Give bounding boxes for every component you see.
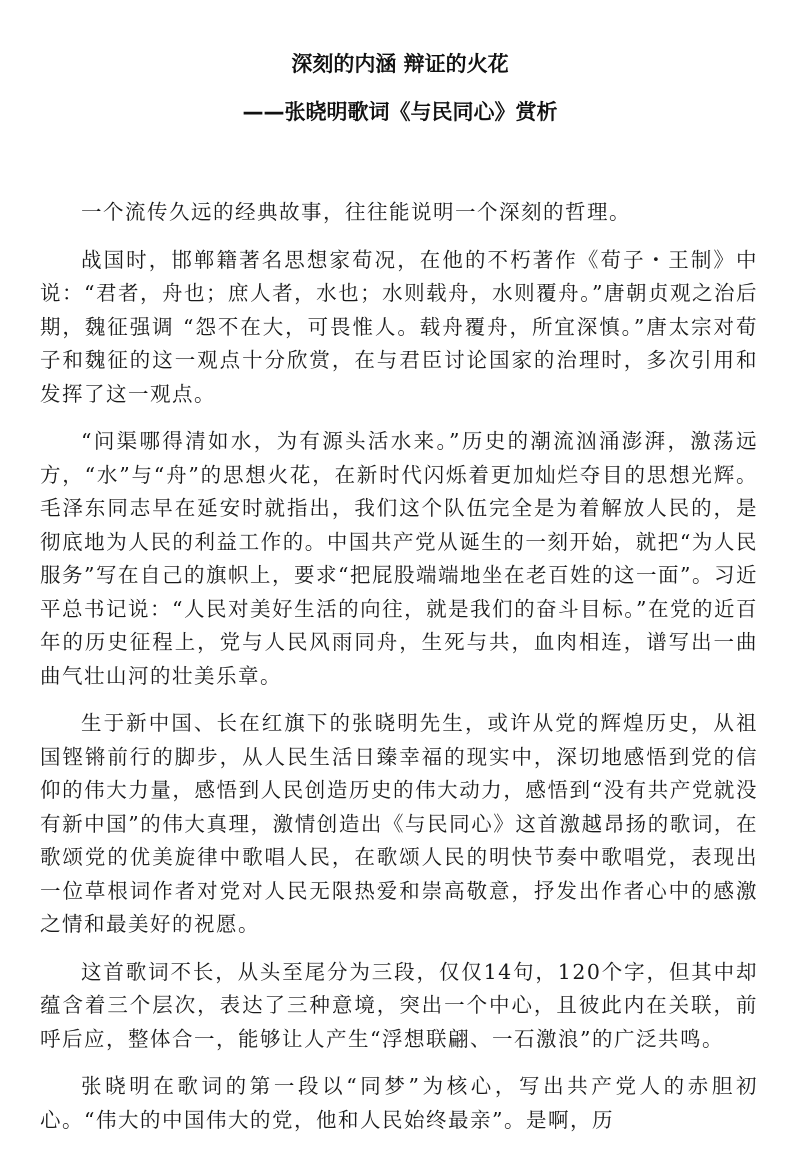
article-title: 深刻的内涵 辩证的火花	[291, 52, 509, 76]
article-body	[40, 196, 758, 1151]
paragraph: 这首歌词不长，从头至尾分为三段，仅仅14句，120个字，但其中却蕴含着三个层次，表达了三种意境，突出一个中心，且彼此内在关联，前呼后应，整体合一，能够让人产生“浮想联翩、一石激浪”的广泛共鸣。	[40, 959, 758, 1051]
paragraph: “问渠哪得清如水，为有源头活水来。”历史的潮流汹涌澎湃，激荡远方，“水”与“舟”的思想火花，在新时代闪烁着更加灿烂夺目的思想光辉。毛泽东同志早在延安时就指出，我们这个队伍完全是为着解放人民的，是彻底地为人民的利益工作的。中国共产党从诞生的一刻开始，就把“为人民服务”写在自己的旗帜上，要求“把屁股端端地坐在老百姓的这一面”。习近平总书记说：“人民对美好生活的向往，就是我们的奋斗目标。”在党的近百年的历史征程上，党与人民风雨同舟，生死与共，血肉相连，谱写出一曲曲气壮山河的壮美乐章。	[40, 429, 758, 688]
article-subtitle: ——张晓明歌词《与民同心》赏析	[242, 100, 558, 124]
paragraph: 一个流传久远的经典故事，往往能说明一个深刻的哲理。	[81, 200, 631, 224]
paragraph: 生于新中国、长在红旗下的张晓明先生，或许从党的辉煌历史，从祖国铿锵前行的脚步，从人民生活日臻幸福的现实中，深切地感悟到党的信仰的伟大力量，感悟到人民创造历史的伟大动力，感悟到“没有共产党就没有新中国”的伟大真理，激情创造出《与民同心》这首激越昂扬的歌词，在歌颂党的优美旋律中歌唱人民，在歌颂人民的明快节奏中歌唱党，表现出一位草根词作者对党对人民无限热爱和崇高敬意，抒发出作者心中的感激之情和最美好的祝愿。	[40, 711, 758, 936]
paragraph: 战国时，邯郸籍著名思想家荀况，在他的不朽著作《荀子・王制》中说：“君者，舟也；庶人者，水也；水则载舟，水则覆舟。”唐朝贞观之治后期，魏征强调 “怨不在大，可畏惟人。载舟覆舟，所宜深慎。”唐太宗对荀子和魏征的这一观点十分欣赏，在与君臣讨论国家的治理时，多次引用和发挥了这一观点。	[40, 247, 758, 406]
paragraph: 张晓明在歌词的第一段以“同梦”为核心，写出共产党人的赤胆初心。“伟大的中国伟大的党，他和人民始终最亲”。是啊，历	[40, 1074, 758, 1132]
